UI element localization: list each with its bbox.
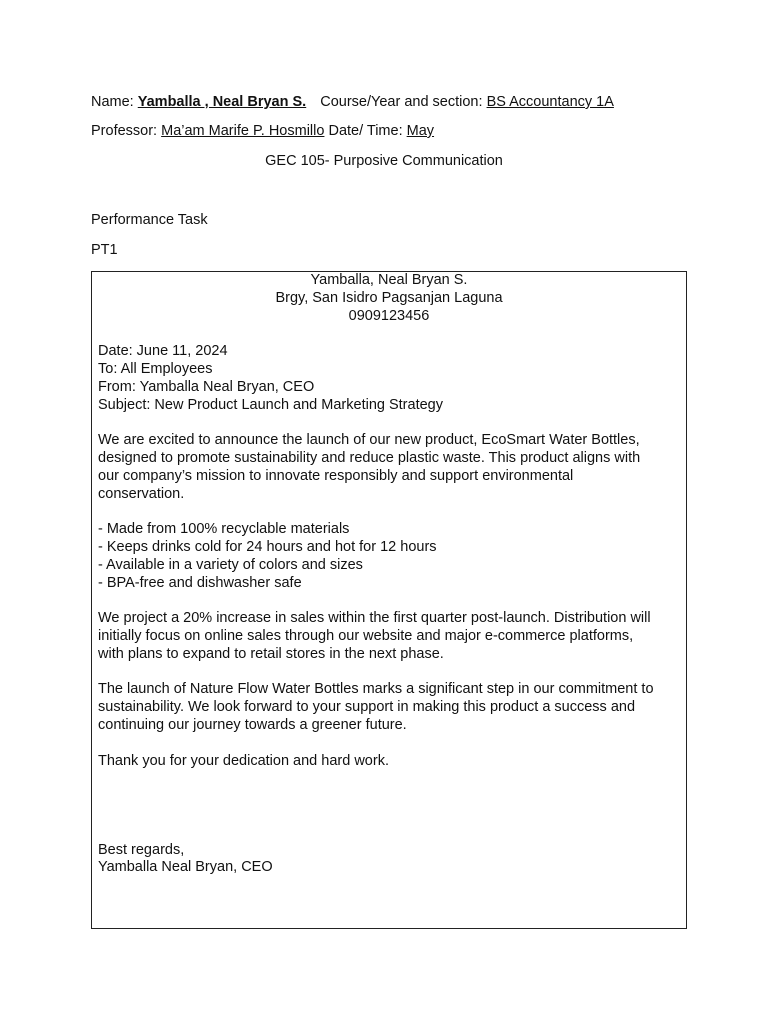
professor-line [91,122,434,140]
memo-subject: Subject: New Product Launch and Marketing Strategy [98,396,443,413]
memo-header [98,343,680,414]
paragraph-line: We are excited to announce the launch of our new product, EcoSmart Water Bottles, [98,432,640,449]
paragraph-line: sustainability. We look forward to your support in making this product a success and [98,699,636,716]
memo-date: Date: June 11, 2024 [98,343,228,360]
name-line [91,93,614,111]
list-item: - Keeps drinks cold for 24 hours and hot for 12 hours [98,538,437,555]
list-item: - BPA-free and dishwasher safe [98,574,302,591]
thanks-line: Thank you for your dedication and hard work. [98,752,389,769]
name-label: Name: [91,94,134,110]
paragraph-line: The launch of Nature Flow Water Bottles marks a significant step in our commitment to [98,681,654,698]
paragraph-line: with plans to expand to retail stores in the next phase. [98,645,444,662]
sender-name: Yamballa, Neal Bryan S. [310,272,468,288]
list-item: - Available in a variety of colors and sizes [98,556,363,573]
sender-address: Brgy, San Isidro Pagsanjan Laguna [275,289,503,306]
sender-phone: 0909123456 [348,307,430,324]
datetime-value: May [406,123,435,139]
course-title: GEC 105- Purposive Communication [265,153,503,169]
list-item: - Made from 100% recyclable materials [98,521,350,538]
letter-box [91,271,687,929]
paragraph-line: designed to promote sustainability and reduce plastic waste. This product aligns with [98,449,641,466]
paragraph-line: We project a 20% increase in sales within the first quarter post-launch. Distribution will [98,610,651,627]
professor-value: Ma’am Marife P. Hosmillo [161,123,325,139]
commitment-paragraph [98,681,680,734]
paragraph-line: our company’s mission to innovate responsibly and support environmental [98,467,574,484]
datetime-label: Date/ Time [328,123,399,139]
pt-label: PT1 [91,242,118,258]
letter-body [98,272,680,877]
projection-paragraph [98,610,680,663]
sender-block [98,272,680,325]
paragraph-line: initially focus on online sales through our website and major e-commerce platforms, [98,627,634,644]
paragraph-line: continuing our journey towards a greener future. [98,716,407,733]
closing-line: Best regards, [98,841,185,858]
intro-paragraph [98,432,680,503]
course-label: Course/Year and section: [320,94,483,110]
paragraph-line: conservation. [98,485,185,502]
course-value: BS Accountancy 1A [486,94,614,110]
name-value: Yamballa , Neal Bryan S. [137,94,307,110]
memo-to: To: All Employees [98,360,213,377]
performance-task-heading: Performance Task [91,212,208,228]
professor-label: Professor: [91,123,158,139]
feature-list [98,521,680,592]
signature-line: Yamballa Neal Bryan, CEO [98,859,273,876]
datetime-colon: : [398,123,403,139]
memo-from: From: Yamballa Neal Bryan, CEO [98,378,315,395]
